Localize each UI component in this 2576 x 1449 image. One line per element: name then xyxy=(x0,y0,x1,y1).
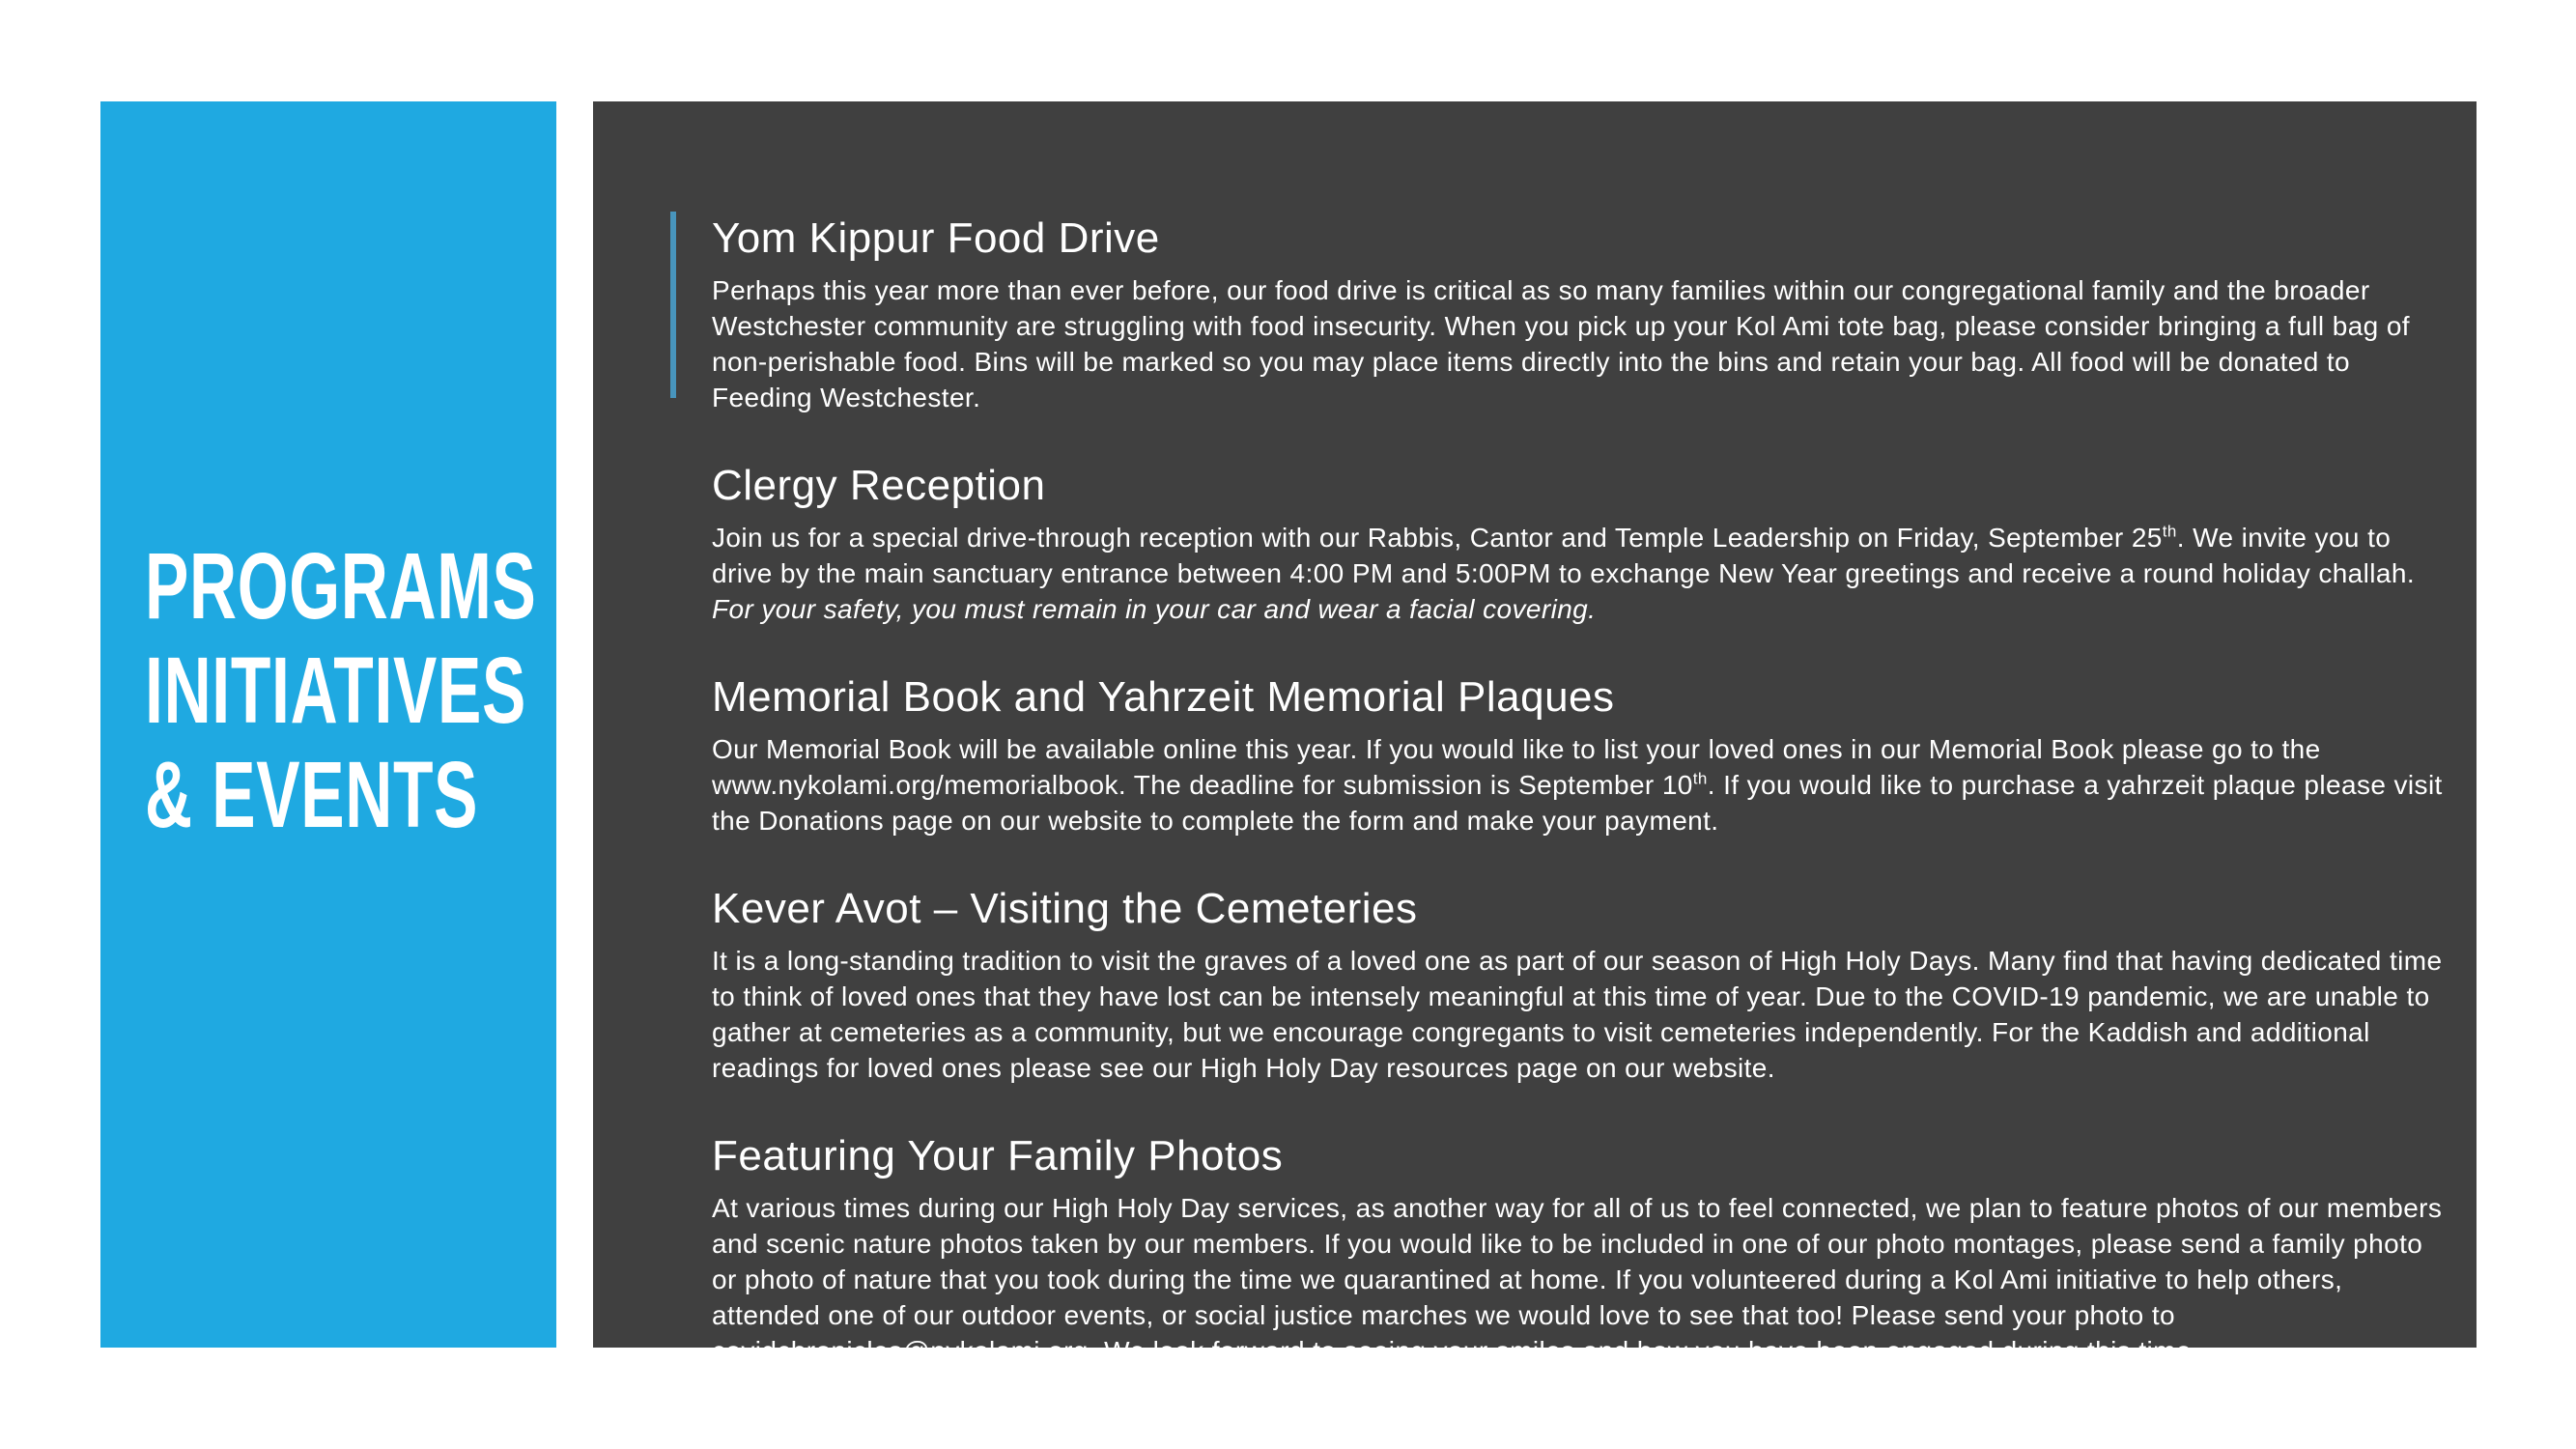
text-run: Our Memorial Book will be available online this year. If you would like to list your loved ones in our Memorial Book please go to the www.nykolami.org/memorialbook. The deadline for submission is September 10 xyxy=(712,734,2321,800)
slide-title-line: PROGRAMS xyxy=(145,533,537,639)
section-heading: Clergy Reception xyxy=(712,462,1046,509)
text-run: For your safety, you must remain in your car and wear a facial covering. xyxy=(712,594,1597,624)
section-heading: Memorial Book and Yahrzeit Memorial Plaques xyxy=(712,673,1615,721)
text-run: It is a long-standing tradition to visit the graves of a loved one as part of our season of High Holy Days. Many find that having dedicated time to think of loved ones that they have lost can be intensely meaningful at this time of year. Due to the COVID-19 pandemic, we are unable to gather at cemeteries as a community, but we encourage congregants to visit cemeteries independently. For the Kaddish and additional readings for loved ones please see our High Holy Day resources page on our website. xyxy=(712,946,2443,1083)
slide-title-line: & EVENTS xyxy=(145,742,479,847)
section-heading: Kever Avot – Visiting the Cemeteries xyxy=(712,885,1418,932)
text-run: . We invite you to drive by the main sanctuary entrance between 4:00 PM and 5:00PM to exchange New Year greetings and receive a round holiday challah. xyxy=(712,523,2416,588)
section-memorial-book xyxy=(712,673,2448,838)
text-run: th xyxy=(1692,769,1708,788)
section-body xyxy=(712,520,2448,627)
section-body xyxy=(712,943,2448,1086)
section-yom-kippur-food-drive xyxy=(712,214,2448,415)
slide-title xyxy=(145,534,536,847)
sidebar-panel xyxy=(100,101,556,1348)
section-family-photos xyxy=(712,1132,2448,1369)
section-body xyxy=(712,272,2448,415)
text-run: Perhaps this year more than ever before, our food drive is critical as so many families within our congregational family and the broader Westchester community are struggling with food insecurity. When you pick up your Kol Ami tote bag, please consider bringing a full bag of non-perishable food. Bins will be marked so you may place items directly into the bins and retain your bag. All food will be donated to Feeding Westchester. xyxy=(712,275,2410,412)
section-body xyxy=(712,731,2448,838)
content-panel xyxy=(593,101,2477,1366)
section-kever-avot xyxy=(712,885,2448,1086)
section-heading: Yom Kippur Food Drive xyxy=(712,214,1160,262)
section-clergy-reception xyxy=(712,462,2448,627)
section-body xyxy=(712,1190,2448,1369)
text-run: At various times during our High Holy Day services, as another way for all of us to feel connected, we plan to feature photos of our members and scenic nature photos taken by our members. If you would like to be included in one of our photo montages, please send a family photo or photo of nature that you took during the time we quarantined at home. If you volunteered during a Kol Ami initiative to help others, attended one of our outdoor events, or social justice marches we would love to see that too! Please send your photo to covidchronicles@nykolami.org. We look forward to seeing your smiles and how you have been engaged during this time. xyxy=(712,1193,2443,1366)
accent-bar xyxy=(670,212,676,398)
section-heading: Featuring Your Family Photos xyxy=(712,1132,1284,1179)
text-run: Join us for a special drive-through reception with our Rabbis, Cantor and Temple Leadership on Friday, September 25 xyxy=(712,523,2163,553)
slide-title-line: INITIATIVES xyxy=(145,638,527,743)
text-run: . If you would like to purchase a yahrzeit plaque please visit the Donations page on our website to complete the form and make your payment. xyxy=(712,770,2443,836)
text-run: th xyxy=(2162,522,2177,541)
